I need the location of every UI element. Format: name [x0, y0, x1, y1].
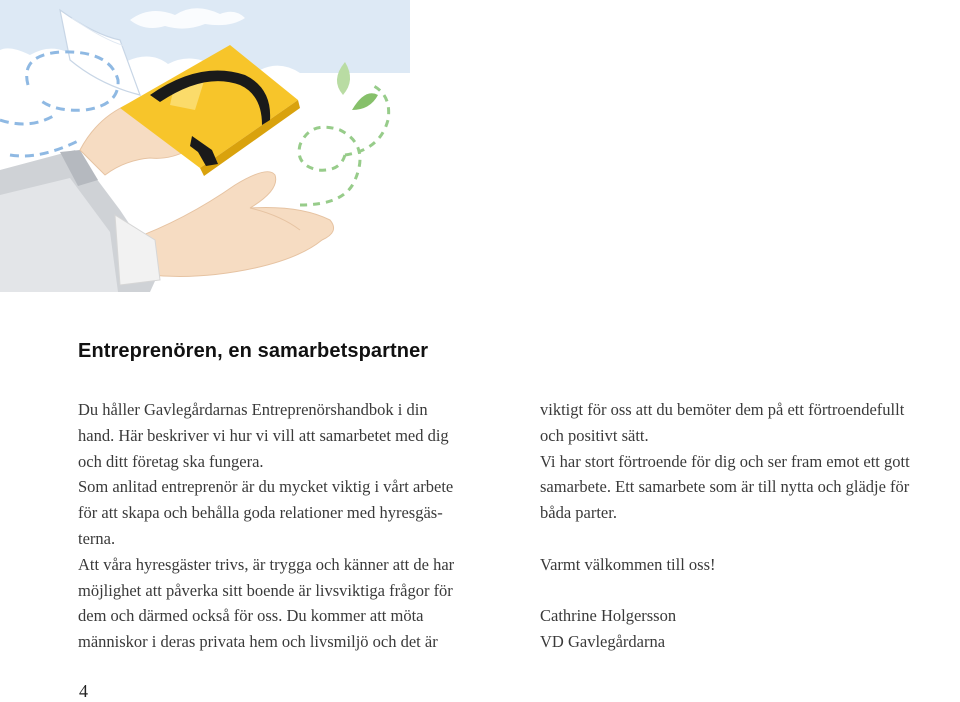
body-text-line: terna. — [78, 528, 116, 548]
body-text-line: båda parter. — [540, 503, 617, 523]
left-column — [78, 397, 508, 655]
body-text-line: samarbete. Ett samarbete som är till nytta och glädje för — [540, 477, 910, 497]
body-text-line: viktigt för oss att du bemöter dem på ett förtroendefullt — [540, 400, 905, 419]
signature-name: Cathrine Holgersson — [540, 606, 677, 626]
closing-line: Varmt välkommen till oss! — [540, 554, 716, 574]
lower-hand — [130, 172, 334, 277]
body-text-line: och positivt sätt. — [540, 425, 649, 445]
cuff — [115, 215, 160, 285]
signature-title: VD Gavlegårdarna — [540, 632, 666, 652]
body-text-line: Som anlitad entreprenör är du mycket viktig i vårt arbete — [78, 477, 454, 497]
right-column — [540, 397, 960, 655]
leaf — [352, 93, 378, 110]
body-text-line: Du håller Gavlegårdarnas Entreprenörshandbok i din — [78, 400, 428, 419]
body-text-line: dem och därmed också för oss. Du kommer att möta — [78, 606, 424, 626]
page-number: 4 — [79, 681, 88, 701]
body-text-line: Att våra hyresgäster trivs, är trygga och känner att de har — [78, 554, 455, 574]
body-text-line: för att skapa och behålla goda relationer med hyresgäs- — [78, 503, 443, 523]
green-swirl — [299, 127, 360, 205]
body-text-line: möjlighet att påverka sitt boende är livsviktiga frågor för — [78, 580, 453, 600]
page-heading: Entreprenören, en samarbetspartner — [78, 340, 429, 362]
body-text-line: och ditt företag ska fungera. — [78, 451, 264, 471]
body-text-line: hand. Här beskriver vi hur vi vill att samarbetet med dig — [78, 425, 449, 445]
hands-holding-book-illustration — [0, 0, 420, 292]
body-text-line: människor i deras privata hem och livsmiljö och det är — [78, 632, 438, 652]
body-text-line: Vi har stort förtroende för dig och ser fram emot ett gott — [540, 451, 910, 471]
